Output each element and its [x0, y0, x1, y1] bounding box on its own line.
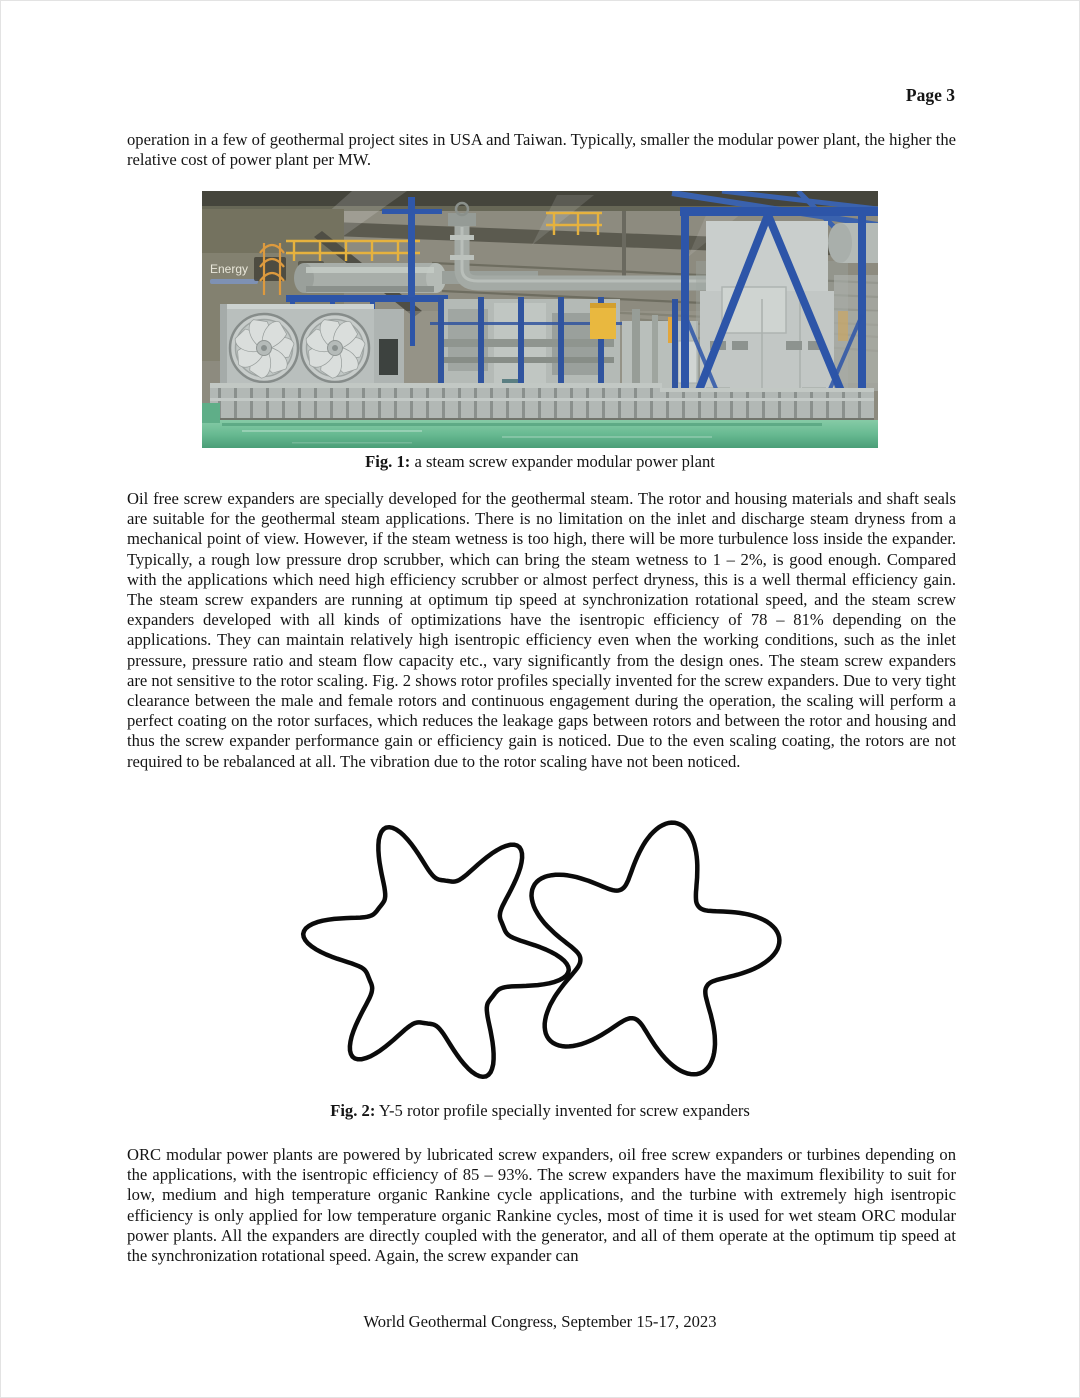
male-rotor-profile: [303, 827, 569, 1077]
paragraph-oil-free-expanders: Oil free screw expanders are specially developed for the geothermal steam. The rotor and housing materials and shaft seals are suitable for the geothermal steam applications. There is no limitation on the inlet and discharge steam dryness from a mechanical point of view. However, if the steam wetness is too high, there will be more turbulence loss inside the expander. Typically, a rough low pressure drop scrubber, which can bring the steam wetness to 1 – 2%, is good enough. Compared with the applications which need high efficiency scrubber or almost perfect dryness, this is a well thermal efficiency gain. The steam screw expanders are running at optimum tip speed at synchronization rotational speed, and the steam screw expanders developed with all kinds of optimizations have the isentropic efficiency of 78 – 81% depending on the applications. They can maintain relatively high isentropic efficiency even when the working conditions, such as the inlet pressure, pressure ratio and steam flow capacity etc., vary significantly from the design ones. The steam screw expanders are not sensitive to the rotor scaling. Fig. 2 shows rotor profiles specially invented for the screw expanders. Due to very tight clearance between the male and female rotors and continuous engagement during the operation, the scaling will perform a perfect coating on the rotor surfaces, which reduces the leakage gaps between rotors and between the rotor and housing and thus the screw expander performance gain or efficiency gain is noticed. Due to the even scaling coating, the rotors are not required to be rebalanced at all. The vibration due to the rotor scaling have not been noticed.: [127, 489, 956, 771]
figure1-caption-text: a steam screw expander modular power plant: [410, 452, 715, 471]
figure2-drawing: [300, 812, 800, 1090]
power-plant-photo-illustration: [202, 191, 878, 448]
skid-base: [210, 383, 874, 421]
paragraph-orc-plants: ORC modular power plants are powered by lubricated screw expanders, oil free screw expanders or turbines depending on the applications, with the isentropic efficiency of 85 – 93%. The screw expanders have the maximum flexibility to suit for low, medium and high temperature organic Rankine cycle applications, and the turbine with extremely high isentropic efficiency is only applied for low temperature organic Rankine cycles, most of time it is used for wet steam ORC modular power plants. All the expanders are directly coupled with the generator, and all of them operate at the optimum tip speed at the synchronization rotational speed. Again, the screw expander can: [127, 1145, 956, 1266]
wall-text: Energy: [210, 262, 249, 276]
generator-enclosure: [680, 207, 878, 409]
page-number: Page 3: [905, 85, 955, 105]
figure2-caption: [0, 1101, 1080, 1121]
female-rotor-profile: [532, 823, 780, 1075]
fan-right: [301, 314, 369, 382]
page-footer: World Geothermal Congress, September 15-17, 2023: [363, 1312, 717, 1331]
fan-cooler-unit: [220, 304, 404, 394]
fan-left: [230, 314, 298, 382]
figure1-photo: [202, 191, 878, 448]
figure2-label: Fig. 2:: [330, 1101, 376, 1120]
rotor-profile-illustration: [300, 812, 800, 1090]
figure1-caption: [0, 452, 1080, 472]
paragraph-intro: operation in a few of geothermal project sites in USA and Taiwan. Typically, smaller the modular power plant, the higher the relative cost of power plant per MW.: [127, 130, 956, 170]
wall-subtext-mark: [210, 279, 258, 284]
figure1-label: Fig. 1:: [365, 452, 411, 471]
figure2-caption-text: Y-5 rotor profile specially invented for screw expanders: [375, 1101, 750, 1120]
